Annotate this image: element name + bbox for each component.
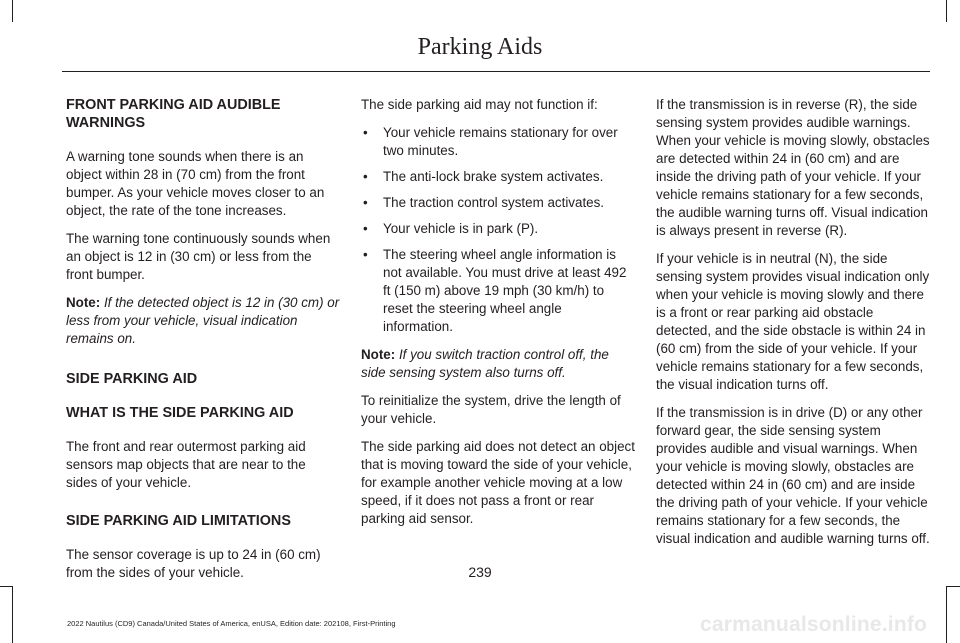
- column-middle: [361, 96, 635, 538]
- list-item: [361, 124, 635, 160]
- note-text: If the detected object is 12 in (30 cm) or less from your vehicle, visual indication remains on.: [66, 295, 340, 346]
- paragraph: The front and rear outermost parking aid sensors map objects that are near to the sides of your vehicle.: [66, 439, 306, 490]
- list-item: [361, 194, 635, 212]
- paragraph: The sensor coverage is up to 24 in (60 cm) from the sides of your vehicle.: [66, 547, 321, 580]
- watermark: carmanualsonline.info: [700, 613, 928, 636]
- paragraph: A warning tone sounds when there is an object within 28 in (70 cm) from the front bumper. As your vehicle moves closer to an object, the rate of the tone increases.: [66, 149, 325, 218]
- crop-mark: [12, 586, 13, 643]
- paragraph: If the transmission is in reverse (R), the side sensing system provides audible warnings. When your vehicle is moving slowly, obstacles are detected within 24 in (60 cm) and are inside the driving path of your vehicle. If your vehicle remains stationary for a few seconds, the audible warning turns off. Visual indication is always present in reverse (R).: [656, 97, 930, 238]
- note-label: Note:: [361, 347, 396, 362]
- bullet-icon: •: [363, 195, 368, 210]
- list-item-text: The anti-lock brake system activates.: [383, 169, 604, 184]
- bullet-icon: •: [363, 125, 368, 140]
- paragraph: The side parking aid may not function if:: [361, 97, 598, 112]
- list-item-text: The traction control system activates.: [383, 195, 605, 210]
- column-left: [66, 96, 340, 592]
- heading-what-is-side-parking-aid: WHAT IS THE SIDE PARKING AID: [66, 405, 294, 421]
- paragraph: The warning tone continuously sounds when an object is 12 in (30 cm) or less from the front bumper.: [66, 231, 331, 282]
- bullet-list: [361, 124, 635, 336]
- paragraph: If your vehicle is in neutral (N), the side sensing system provides visual indication only when your vehicle is moving slowly and there is a front or rear parking aid obstacle detected, and the side obstacle is within 24 in (60 cm) from the side of your vehicle. If your vehicle remains stationary for a few seconds, the visual indication turns off.: [656, 251, 930, 392]
- paragraph: To reinitialize the system, drive the length of your vehicle.: [361, 393, 621, 426]
- note: [361, 346, 635, 382]
- list-item: [361, 246, 635, 336]
- bullet-icon: •: [363, 169, 368, 184]
- crop-mark: [946, 0, 947, 22]
- crop-mark: [0, 586, 12, 587]
- bullet-icon: •: [363, 221, 368, 236]
- note-text: If you switch traction control off, the side sensing system also turns off.: [361, 347, 609, 380]
- crop-mark: [947, 586, 960, 587]
- bullet-icon: •: [363, 247, 368, 262]
- header-divider: [62, 71, 930, 72]
- column-right: [656, 96, 932, 558]
- note-label: Note:: [66, 295, 101, 310]
- list-item: [361, 168, 635, 186]
- crop-mark: [12, 0, 13, 22]
- footer-edition-info: 2022 Nautilus (CD9) Canada/United States of America, enUSA, Edition date: 202108, First-Printing: [67, 619, 396, 628]
- page-title: Parking Aids: [417, 34, 543, 60]
- note: [66, 294, 340, 348]
- crop-mark: [946, 586, 947, 643]
- paragraph: If the transmission is in drive (D) or any other forward gear, the side sensing system provides audible and visual warnings. When your vehicle is moving slowly, obstacles are detected within 24 in (60 cm) and are inside the driving path of your vehicle. If your vehicle remains stationary for a few seconds, the visual indication and audible warning turns off.: [656, 405, 930, 546]
- list-item-text: Your vehicle remains stationary for over two minutes.: [383, 125, 618, 158]
- heading-side-parking-aid: SIDE PARKING AID: [66, 371, 198, 387]
- heading-front-parking-aid-warnings: FRONT PARKING AID AUDIBLE WARNINGS: [66, 97, 281, 131]
- paragraph: The side parking aid does not detect an object that is moving toward the side of your vehicle, for example another vehicle moving at a low speed, if it does not pass a front or rear parking aid sensor.: [361, 439, 635, 526]
- list-item-text: Your vehicle is in park (P).: [383, 221, 539, 236]
- list-item: [361, 220, 635, 238]
- list-item-text: The steering wheel angle information is not available. You must drive at least 492 ft (150 m) above 19 mph (30 km/h) to reset the steering wheel angle information.: [383, 247, 627, 334]
- heading-side-parking-aid-limitations: SIDE PARKING AID LIMITATIONS: [66, 513, 291, 529]
- page-number: 239: [468, 564, 492, 580]
